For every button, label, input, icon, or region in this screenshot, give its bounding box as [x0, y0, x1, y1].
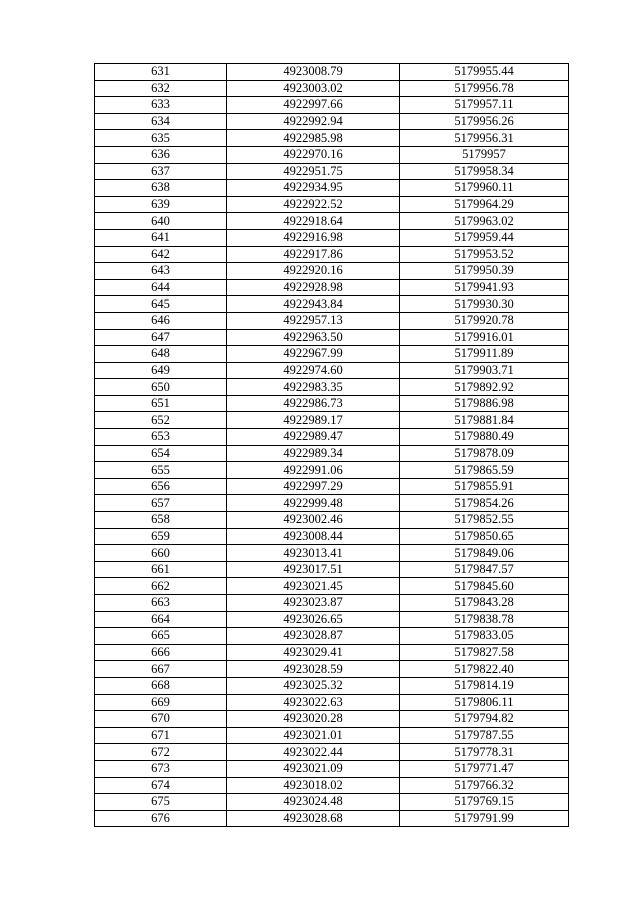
y-coordinate-cell: 5179950.39 [400, 263, 569, 280]
table-row [95, 346, 569, 363]
x-coordinate-cell: 4922928.98 [227, 279, 400, 296]
y-coordinate-cell: 5179849.06 [400, 545, 569, 562]
point-number-cell: 663 [95, 595, 227, 612]
point-number-cell: 654 [95, 445, 227, 462]
point-number-cell: 659 [95, 528, 227, 545]
x-coordinate-cell: 4922997.66 [227, 97, 400, 114]
y-coordinate-cell: 5179854.26 [400, 495, 569, 512]
table-row [95, 528, 569, 545]
table-row [95, 146, 569, 163]
table-row [95, 462, 569, 479]
x-coordinate-cell: 4922943.84 [227, 296, 400, 313]
y-coordinate-cell: 5179959.44 [400, 229, 569, 246]
table-row [95, 545, 569, 562]
x-coordinate-cell: 4923023.87 [227, 595, 400, 612]
y-coordinate-cell: 5179787.55 [400, 727, 569, 744]
table-row [95, 130, 569, 147]
point-number-cell: 652 [95, 412, 227, 429]
point-number-cell: 675 [95, 794, 227, 811]
table-row [95, 429, 569, 446]
y-coordinate-cell: 5179769.15 [400, 794, 569, 811]
x-coordinate-cell: 4922974.60 [227, 362, 400, 379]
table-row [95, 810, 569, 827]
y-coordinate-cell: 5179806.11 [400, 694, 569, 711]
x-coordinate-cell: 4922951.75 [227, 163, 400, 180]
table-row [95, 196, 569, 213]
table-row [95, 412, 569, 429]
table-row [95, 180, 569, 197]
table-row [95, 777, 569, 794]
y-coordinate-cell: 5179843.28 [400, 595, 569, 612]
y-coordinate-cell: 5179953.52 [400, 246, 569, 263]
table-row [95, 478, 569, 495]
point-number-cell: 665 [95, 628, 227, 645]
table-row [95, 694, 569, 711]
x-coordinate-cell: 4923028.59 [227, 661, 400, 678]
y-coordinate-cell: 5179881.84 [400, 412, 569, 429]
table-row [95, 312, 569, 329]
point-number-cell: 650 [95, 379, 227, 396]
x-coordinate-cell: 4922991.06 [227, 462, 400, 479]
point-number-cell: 669 [95, 694, 227, 711]
table-row [95, 213, 569, 230]
x-coordinate-cell: 4923003.02 [227, 80, 400, 97]
y-coordinate-cell: 5179956.78 [400, 80, 569, 97]
x-coordinate-cell: 4922983.35 [227, 379, 400, 396]
y-coordinate-cell: 5179930.30 [400, 296, 569, 313]
y-coordinate-cell: 5179814.19 [400, 677, 569, 694]
point-number-cell: 641 [95, 229, 227, 246]
point-number-cell: 657 [95, 495, 227, 512]
table-row [95, 279, 569, 296]
x-coordinate-cell: 4923024.48 [227, 794, 400, 811]
table-row [95, 445, 569, 462]
y-coordinate-cell: 5179956.26 [400, 113, 569, 130]
table-row [95, 744, 569, 761]
point-number-cell: 660 [95, 545, 227, 562]
x-coordinate-cell: 4922922.52 [227, 196, 400, 213]
x-coordinate-cell: 4923026.65 [227, 611, 400, 628]
y-coordinate-cell: 5179852.55 [400, 512, 569, 529]
point-number-cell: 664 [95, 611, 227, 628]
y-coordinate-cell: 5179960.11 [400, 180, 569, 197]
table-row [95, 677, 569, 694]
point-number-cell: 645 [95, 296, 227, 313]
y-coordinate-cell: 5179956.31 [400, 130, 569, 147]
x-coordinate-cell: 4923002.46 [227, 512, 400, 529]
point-number-cell: 634 [95, 113, 227, 130]
x-coordinate-cell: 4923013.41 [227, 545, 400, 562]
y-coordinate-cell: 5179847.57 [400, 561, 569, 578]
x-coordinate-cell: 4923022.44 [227, 744, 400, 761]
table-row [95, 512, 569, 529]
table-row [95, 561, 569, 578]
table-row [95, 711, 569, 728]
x-coordinate-cell: 4923008.44 [227, 528, 400, 545]
x-coordinate-cell: 4922934.95 [227, 180, 400, 197]
point-number-cell: 644 [95, 279, 227, 296]
point-number-cell: 633 [95, 97, 227, 114]
x-coordinate-cell: 4923018.02 [227, 777, 400, 794]
x-coordinate-cell: 4922986.73 [227, 395, 400, 412]
y-coordinate-cell: 5179865.59 [400, 462, 569, 479]
y-coordinate-cell: 5179794.82 [400, 711, 569, 728]
y-coordinate-cell: 5179886.98 [400, 395, 569, 412]
y-coordinate-cell: 5179880.49 [400, 429, 569, 446]
table-row [95, 64, 569, 81]
point-number-cell: 667 [95, 661, 227, 678]
table-row [95, 113, 569, 130]
y-coordinate-cell: 5179955.44 [400, 64, 569, 81]
point-number-cell: 656 [95, 478, 227, 495]
y-coordinate-cell: 5179957 [400, 146, 569, 163]
coordinates-table [94, 63, 569, 827]
table-row [95, 97, 569, 114]
point-number-cell: 672 [95, 744, 227, 761]
x-coordinate-cell: 4922989.34 [227, 445, 400, 462]
table-row [95, 661, 569, 678]
table-row [95, 644, 569, 661]
y-coordinate-cell: 5179916.01 [400, 329, 569, 346]
point-number-cell: 651 [95, 395, 227, 412]
point-number-cell: 673 [95, 760, 227, 777]
point-number-cell: 637 [95, 163, 227, 180]
x-coordinate-cell: 4922967.99 [227, 346, 400, 363]
point-number-cell: 658 [95, 512, 227, 529]
point-number-cell: 635 [95, 130, 227, 147]
y-coordinate-cell: 5179827.58 [400, 644, 569, 661]
y-coordinate-cell: 5179766.32 [400, 777, 569, 794]
y-coordinate-cell: 5179892.92 [400, 379, 569, 396]
table-row [95, 263, 569, 280]
table-row [95, 628, 569, 645]
point-number-cell: 666 [95, 644, 227, 661]
x-coordinate-cell: 4922963.50 [227, 329, 400, 346]
point-number-cell: 676 [95, 810, 227, 827]
table-row [95, 379, 569, 396]
y-coordinate-cell: 5179771.47 [400, 760, 569, 777]
y-coordinate-cell: 5179838.78 [400, 611, 569, 628]
x-coordinate-cell: 4923021.45 [227, 578, 400, 595]
point-number-cell: 646 [95, 312, 227, 329]
y-coordinate-cell: 5179964.29 [400, 196, 569, 213]
table-row [95, 760, 569, 777]
table-row [95, 595, 569, 612]
x-coordinate-cell: 4923029.41 [227, 644, 400, 661]
table-row [95, 329, 569, 346]
y-coordinate-cell: 5179791.99 [400, 810, 569, 827]
point-number-cell: 668 [95, 677, 227, 694]
x-coordinate-cell: 4922989.47 [227, 429, 400, 446]
point-number-cell: 674 [95, 777, 227, 794]
x-coordinate-cell: 4922992.94 [227, 113, 400, 130]
table-row [95, 246, 569, 263]
x-coordinate-cell: 4923028.68 [227, 810, 400, 827]
y-coordinate-cell: 5179855.91 [400, 478, 569, 495]
x-coordinate-cell: 4923021.01 [227, 727, 400, 744]
table-row [95, 611, 569, 628]
point-number-cell: 631 [95, 64, 227, 81]
y-coordinate-cell: 5179911.89 [400, 346, 569, 363]
x-coordinate-cell: 4923017.51 [227, 561, 400, 578]
y-coordinate-cell: 5179941.93 [400, 279, 569, 296]
x-coordinate-cell: 4923008.79 [227, 64, 400, 81]
x-coordinate-cell: 4923025.32 [227, 677, 400, 694]
x-coordinate-cell: 4922920.16 [227, 263, 400, 280]
table-row [95, 229, 569, 246]
y-coordinate-cell: 5179850.65 [400, 528, 569, 545]
table-row [95, 362, 569, 379]
table-row [95, 296, 569, 313]
y-coordinate-cell: 5179920.78 [400, 312, 569, 329]
point-number-cell: 632 [95, 80, 227, 97]
x-coordinate-cell: 4922917.86 [227, 246, 400, 263]
x-coordinate-cell: 4922918.64 [227, 213, 400, 230]
point-number-cell: 642 [95, 246, 227, 263]
coordinates-table-body [95, 64, 569, 827]
y-coordinate-cell: 5179878.09 [400, 445, 569, 462]
point-number-cell: 640 [95, 213, 227, 230]
point-number-cell: 662 [95, 578, 227, 595]
y-coordinate-cell: 5179833.05 [400, 628, 569, 645]
x-coordinate-cell: 4922985.98 [227, 130, 400, 147]
x-coordinate-cell: 4923028.87 [227, 628, 400, 645]
x-coordinate-cell: 4922957.13 [227, 312, 400, 329]
y-coordinate-cell: 5179822.40 [400, 661, 569, 678]
x-coordinate-cell: 4923020.28 [227, 711, 400, 728]
point-number-cell: 653 [95, 429, 227, 446]
x-coordinate-cell: 4922970.16 [227, 146, 400, 163]
x-coordinate-cell: 4922989.17 [227, 412, 400, 429]
x-coordinate-cell: 4923022.63 [227, 694, 400, 711]
table-row [95, 80, 569, 97]
table-row [95, 395, 569, 412]
x-coordinate-cell: 4922999.48 [227, 495, 400, 512]
table-row [95, 794, 569, 811]
table-row [95, 727, 569, 744]
point-number-cell: 647 [95, 329, 227, 346]
table-row [95, 163, 569, 180]
y-coordinate-cell: 5179957.11 [400, 97, 569, 114]
table-row [95, 495, 569, 512]
x-coordinate-cell: 4922916.98 [227, 229, 400, 246]
x-coordinate-cell: 4923021.09 [227, 760, 400, 777]
x-coordinate-cell: 4922997.29 [227, 478, 400, 495]
point-number-cell: 648 [95, 346, 227, 363]
point-number-cell: 639 [95, 196, 227, 213]
point-number-cell: 643 [95, 263, 227, 280]
point-number-cell: 661 [95, 561, 227, 578]
y-coordinate-cell: 5179845.60 [400, 578, 569, 595]
y-coordinate-cell: 5179903.71 [400, 362, 569, 379]
point-number-cell: 649 [95, 362, 227, 379]
point-number-cell: 636 [95, 146, 227, 163]
y-coordinate-cell: 5179963.02 [400, 213, 569, 230]
y-coordinate-cell: 5179958.34 [400, 163, 569, 180]
point-number-cell: 655 [95, 462, 227, 479]
table-row [95, 578, 569, 595]
point-number-cell: 638 [95, 180, 227, 197]
point-number-cell: 671 [95, 727, 227, 744]
y-coordinate-cell: 5179778.31 [400, 744, 569, 761]
point-number-cell: 670 [95, 711, 227, 728]
